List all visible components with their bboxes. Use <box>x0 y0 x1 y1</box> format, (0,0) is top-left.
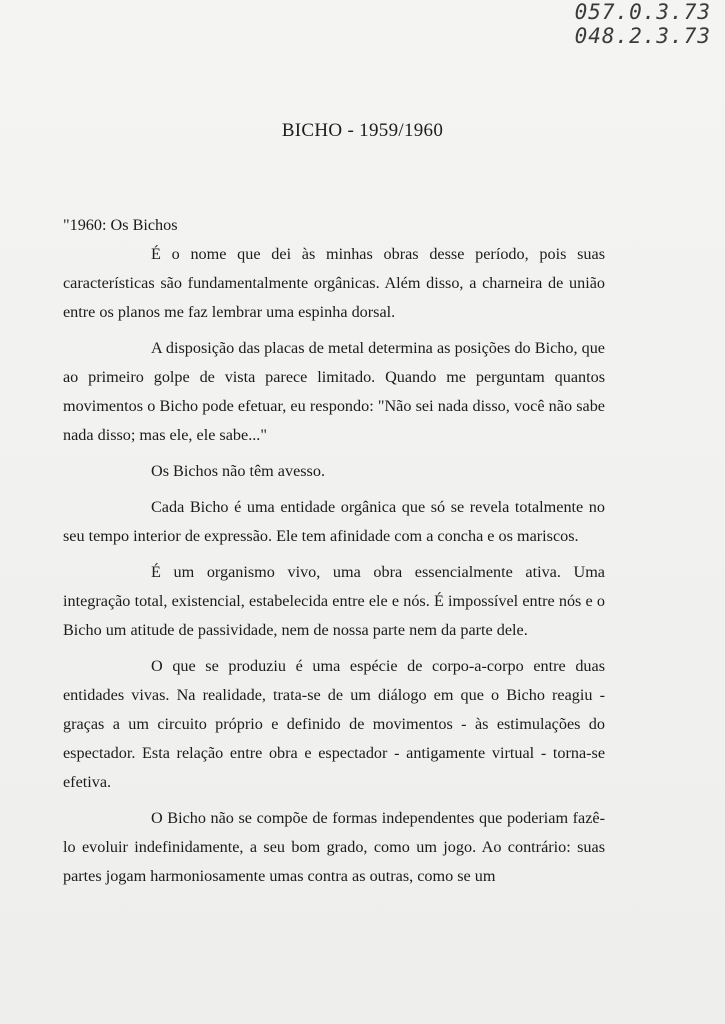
paragraph-6: O que se produziu é uma espécie de corpo-a-corpo entre duas entidades vivas. Na realidade, trata-se de um diálogo em que o Bicho reagiu - graças a um circuito próprio e definido de movimentos - às estimulações do espectador. Esta relação entre obra e espectador - antigamente virtual - torna-se efetiva. <box>63 657 605 791</box>
archive-code-1: 057.0.3.73 <box>574 0 711 24</box>
paragraph-2: A disposição das placas de metal determina as posições do Bicho, que ao primeiro golpe de vista parece limitado. Quando me perguntam quantos movimentos o Bicho pode efetuar, eu respondo: "Não sei nada disso, você não sabe nada disso; mas ele, ele sabe..." <box>63 339 605 444</box>
archive-code-2: 048.2.3.73 <box>574 24 711 48</box>
paragraph-4: Cada Bicho é uma entidade orgânica que só se revela totalmente no seu tempo interior de expressão. Ele tem afinidade com a concha e os mariscos. <box>63 498 605 545</box>
paragraph-5: É um organismo vivo, uma obra essencialmente ativa. Uma integração total, existencial, estabelecida entre ele e nós. É impossível entre nós e o Bicho um atitude de passividade, nem de nossa parte nem da parte dele. <box>63 563 605 639</box>
paragraph-7: O Bicho não se compõe de formas independentes que poderiam fazê-lo evoluir indefinidamente, a seu bom grado, como um jogo. Ao contrário: suas partes jogam harmoniosamente umas contra as outras, como se um <box>63 809 605 885</box>
paragraph-1: É o nome que dei às minhas obras desse período, pois suas características são fundamentalmente orgânicas. Além disso, a charneira de união entre os planos me faz lembrar uma espinha dorsal. <box>63 245 605 321</box>
body-text <box>63 211 605 891</box>
paragraph-3: Os Bichos não têm avesso. <box>151 462 325 480</box>
page-title: BICHO - 1959/1960 <box>281 120 444 141</box>
section-heading: "1960: Os Bichos <box>63 216 178 234</box>
archive-codes <box>575 0 711 48</box>
